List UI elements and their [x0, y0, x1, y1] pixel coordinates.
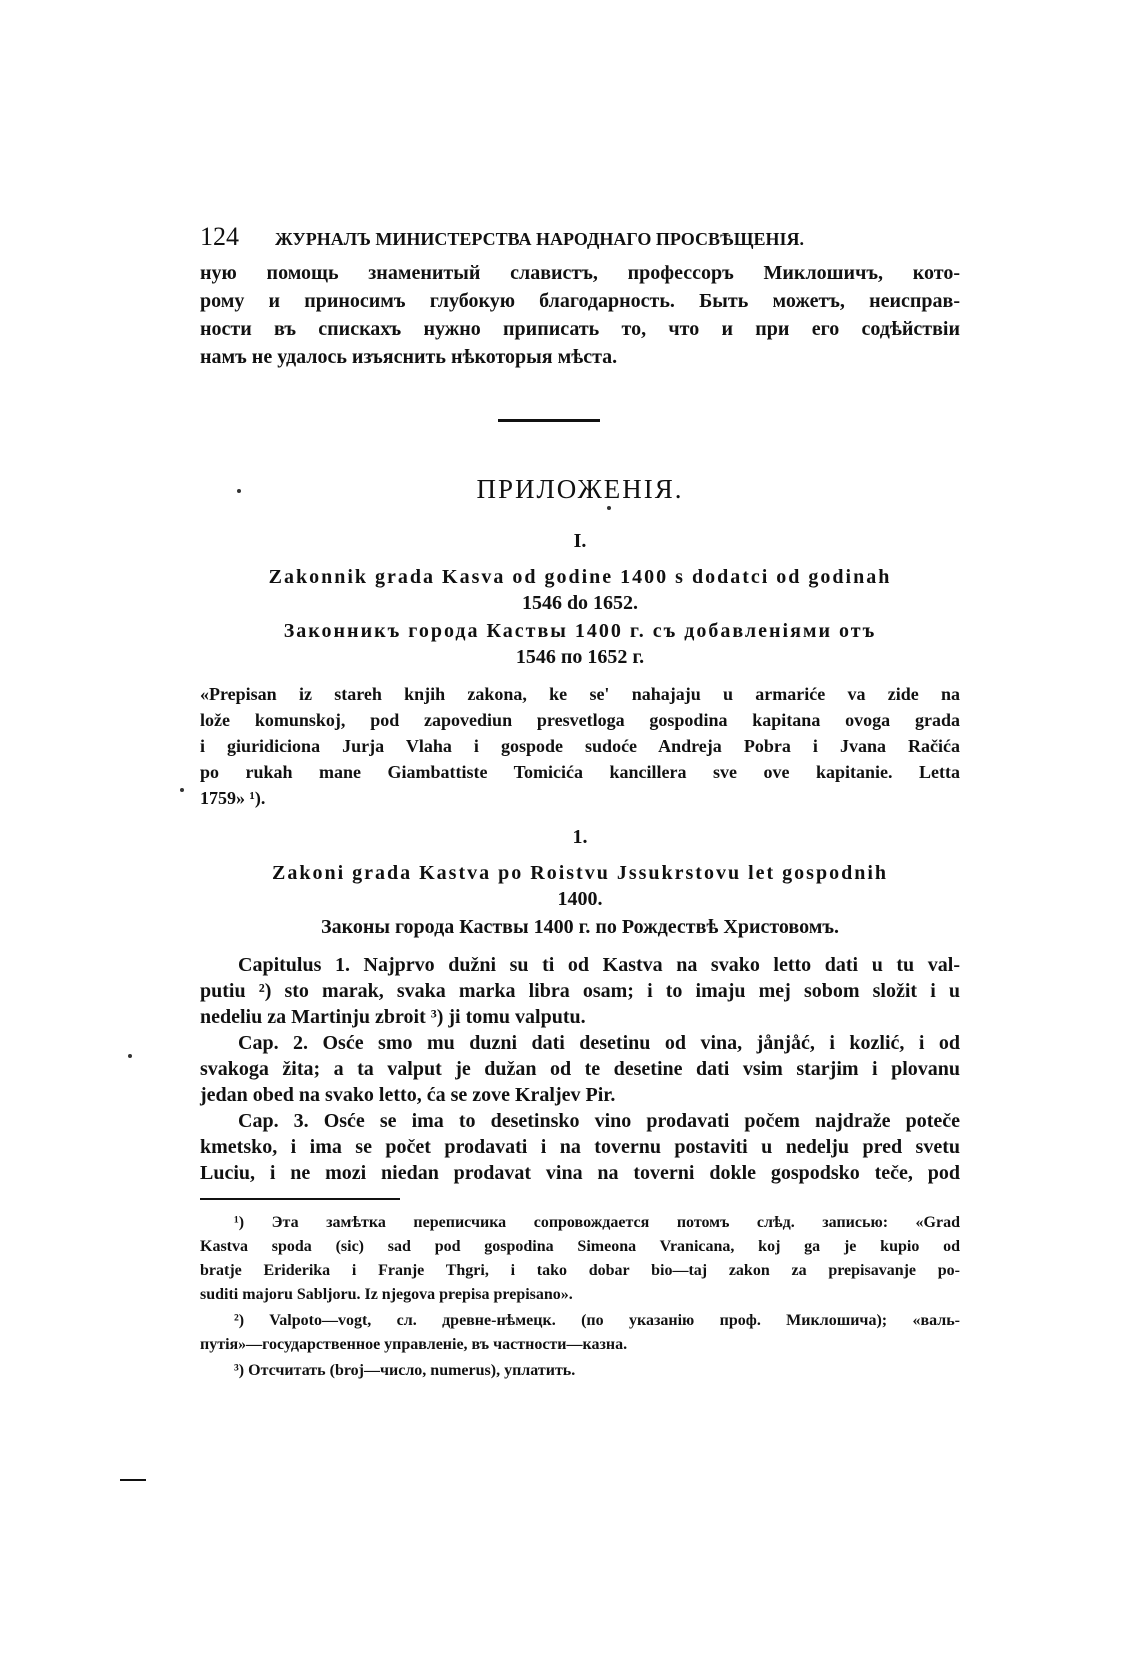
- chapter-line-8: kmetsko, i ima se počet prodavati i na tovernu postaviti u nedelju pred svetu: [200, 1136, 960, 1158]
- footnote-line-6: путія»—государственное управленіе, въ частности—казна.: [200, 1336, 628, 1353]
- scan-speck: [607, 506, 611, 510]
- footnote-line-2: Kastva spoda (sic) sad pod gospodina Simeona Vranicana, koj ga je kupio od: [200, 1238, 960, 1255]
- footnote-line-5: ²) Valpoto—vogt, сл. древне-нѣмецк. (по указанію проф. Миклошича); «валь-: [234, 1312, 960, 1329]
- law-title-croatian-2: 1546 do 1652.: [521, 592, 639, 614]
- section-title-croatian-2: 1400.: [557, 888, 603, 910]
- chapter-line-4: Cap. 2. Osće smo mu duzni dati desetinu od vina, jånjåć, i kozlić, i od: [238, 1032, 960, 1054]
- page-number: 124: [200, 222, 239, 251]
- chapter-line-2: putiu ²) sto marak, svaka marka libra osam; i to imaju mej sobom složit i u: [200, 980, 960, 1002]
- section-title-russian: Законы города Каствы 1400 г. по Рождествѣ Христовомъ.: [321, 916, 839, 938]
- footnote-line-1: ¹) Эта замѣтка переписчика сопровождается потомъ слѣд. записью: «Grad: [234, 1214, 960, 1231]
- footnote-line-7: ³) Отсчитать (broj—число, numerus), уплатить.: [234, 1362, 576, 1379]
- quote-line-5: 1759» ¹).: [200, 788, 266, 808]
- intro-line-2: рому и приносимъ глубокую благодарность. Быть можетъ, неисправ-: [200, 290, 960, 312]
- law-title-russian-2: 1546 по 1652 г.: [515, 646, 645, 668]
- chapter-line-3: nedeliu za Martinju zbroit ³) ji tomu valputu.: [200, 1006, 586, 1028]
- appendix-title: ПРИЛОЖЕНІЯ.: [476, 474, 684, 504]
- running-head: [200, 222, 960, 252]
- footnote-rule: [200, 1198, 400, 1200]
- scan-speck: [128, 1054, 132, 1058]
- chapter-line-7: Cap. 3. Osće se ima to desetinsko vino prodavati počem najdraže poteče: [238, 1110, 960, 1132]
- chapter-line-5: svakoga žita; a ta valput je dužan od te desetine dati vsim starjim i plovanu: [200, 1058, 960, 1080]
- scan-speck: [180, 788, 184, 792]
- law-title-russian-1: Законникъ города Каствы 1400 г. съ добавленіями отъ: [283, 620, 877, 642]
- quote-line-2: lože komunskoj, pod zapovediun presvetloga gospodina kapitana ovoga grada: [200, 710, 960, 730]
- intro-line-4: намъ не удалось изъяснить нѣкоторыя мѣста.: [200, 346, 618, 368]
- running-title: ЖУРНАЛЪ МИНИСТЕРСТВА НАРОДНАГО ПРОСВѢЩЕНІЯ.: [275, 229, 805, 249]
- quote-line-4: po rukah mane Giambattiste Tomicića kancillera sve ove kapitanie. Letta: [200, 762, 960, 782]
- section-title-croatian-1: Zakoni grada Kastva po Roistvu Jssukrstovu let gospodnih: [271, 862, 888, 884]
- quote-line-1: «Prepisan iz stareh knjih zakona, ke se' nahajaju u armariće va zide na: [200, 684, 960, 704]
- footnote-line-3: bratje Eriderika i Franje Thgri, i tako dobar bio—taj zakon za prepisavanje po-: [200, 1262, 960, 1279]
- scan-mark: [120, 1479, 146, 1481]
- chapter-line-1: Capitulus 1. Najprvo dužni su ti od Kastva na svako letto dati u tu val-: [238, 954, 960, 976]
- chapter-line-9: Luciu, i ne mozi niedan prodavat vina na toverni dokle gospodsko teče, pod: [200, 1162, 960, 1184]
- quote-line-3: i giuridiciona Jurja Vlaha i gospode sudoće Andreja Pobra i Jvana Račića: [200, 736, 960, 756]
- intro-line-3: ности въ спискахъ нужно приписать то, что и при его содѣйствіи: [200, 318, 960, 340]
- law-title-croatian-1: Zakonnik grada Kasva od godine 1400 s dodatci od godinah: [268, 566, 892, 588]
- scan-speck: [237, 489, 241, 493]
- chapter-line-6: jedan obed na svako letto, ća se zove Kraljev Pir.: [200, 1084, 616, 1106]
- appendix-numeral: I.: [573, 530, 587, 552]
- intro-line-1: ную помощь знаменитый славистъ, профессоръ Миклошичъ, кото-: [200, 262, 960, 284]
- footnote-line-4: suditi majoru Sabljoru. Iz njegova prepisa prepisano».: [200, 1286, 573, 1303]
- section-number: 1.: [572, 826, 588, 848]
- section-divider: [498, 419, 600, 422]
